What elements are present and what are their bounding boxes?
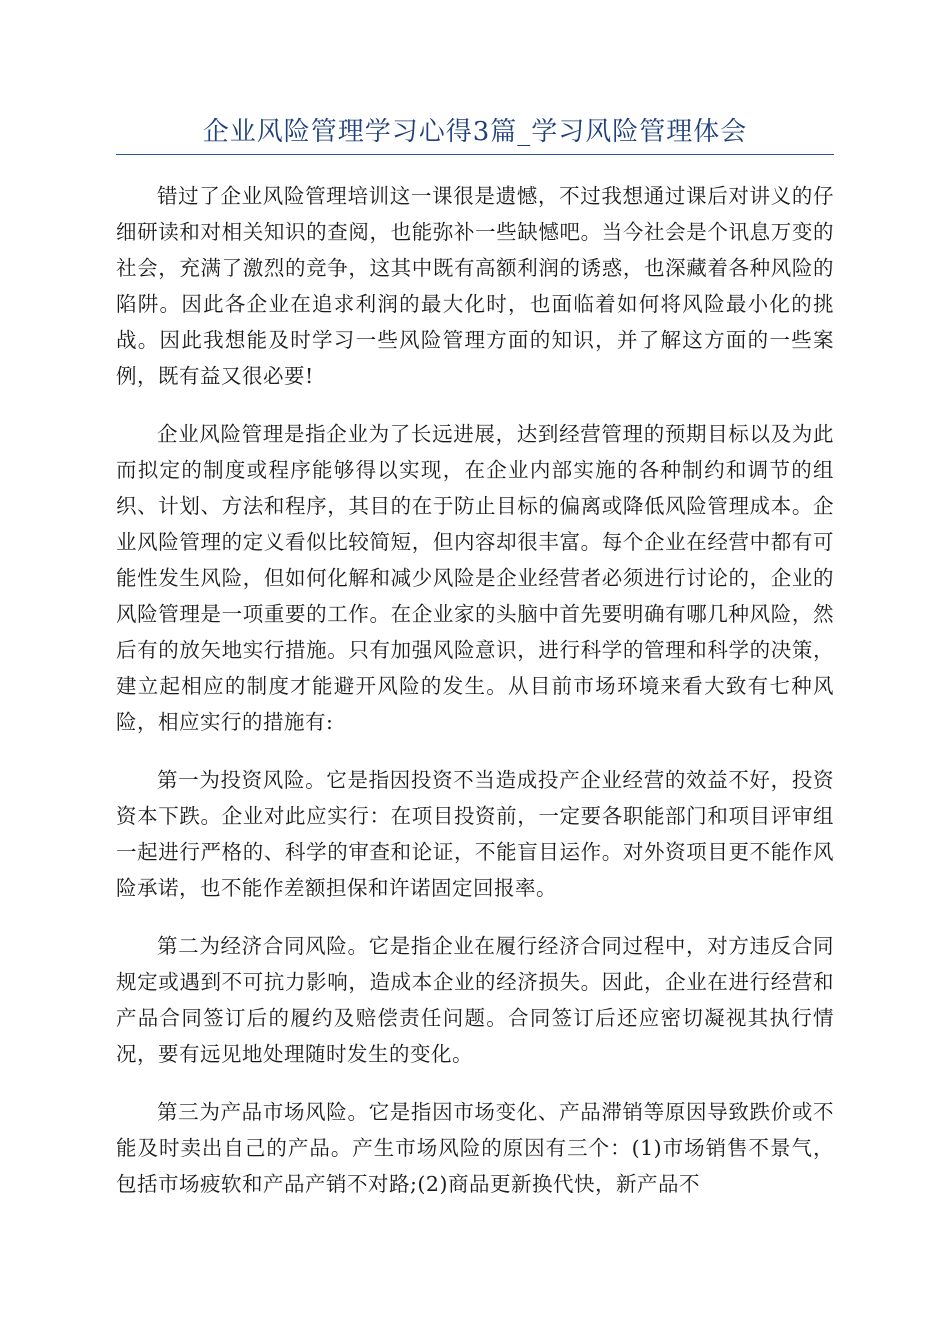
- document-title: 企业风险管理学习心得3篇_学习风险管理体会: [202, 117, 748, 147]
- paragraph-investment-risk: 第一为投资风险。它是指因投资不当造成投产企业经营的效益不好，投资资本下跌。企业对此应实行：在项目投资前，一定要各职能部门和项目评审组一起进行严格的、科学的审查和论证，不能盲目运作。对外资项目更不能作风险承诺，也不能作差额担保和许诺固定回报率。: [116, 768, 834, 900]
- document-body: [116, 178, 834, 1224]
- paragraph-intro: 错过了企业风险管理培训这一课很是遗憾，不过我想通过课后对讲义的仔细研读和对相关知识的查阅，也能弥补一些缺憾吧。当今社会是个讯息万变的社会，充满了激烈的竞争，这其中既有高额利润的诱惑，也深藏着各种风险的陷阱。因此各企业在追求利润的最大化时，也面临着如何将风险最小化的挑战。因此我想能及时学习一些风险管理方面的知识，并了解这方面的一些案例，既有益又很必要!: [116, 184, 834, 388]
- title-underline: [116, 154, 834, 155]
- paragraph-market-risk: 第三为产品市场风险。它是指因市场变化、产品滞销等原因导致跌价或不能及时卖出自己的产品。产生市场风险的原因有三个：(1)市场销售不景气，包括市场疲软和产品产销不对路;(2)商品更新换代快，新产品不: [116, 1100, 834, 1196]
- paragraph-contract-risk: 第二为经济合同风险。它是指企业在履行经济合同过程中，对方违反合同规定或遇到不可抗力影响，造成本企业的经济损失。因此，企业在进行经营和产品合同签订后的履约及赔偿责任问题。合同签订后还应密切凝视其执行情况，要有远见地处理随时发生的变化。: [116, 934, 834, 1066]
- paragraph-definition: 企业风险管理是指企业为了长远进展，达到经营管理的预期目标以及为此而拟定的制度或程序能够得以实现，在企业内部实施的各种制约和调节的组织、计划、方法和程序，其目的在于防止目标的偏离或降低风险管理成本。企业风险管理的定义看似比较简短，但内容却很丰富。每个企业在经营中都有可能性发生风险，但如何化解和减少风险是企业经营者必须进行讨论的，企业的风险管理是一项重要的工作。在企业家的头脑中首先要明确有哪几种风险，然后有的放矢地实行措施。只有加强风险意识，进行科学的管理和科学的决策，建立起相应的制度才能避开风险的发生。从目前市场环境来看大致有七种风险，相应实行的措施有:: [116, 422, 834, 734]
